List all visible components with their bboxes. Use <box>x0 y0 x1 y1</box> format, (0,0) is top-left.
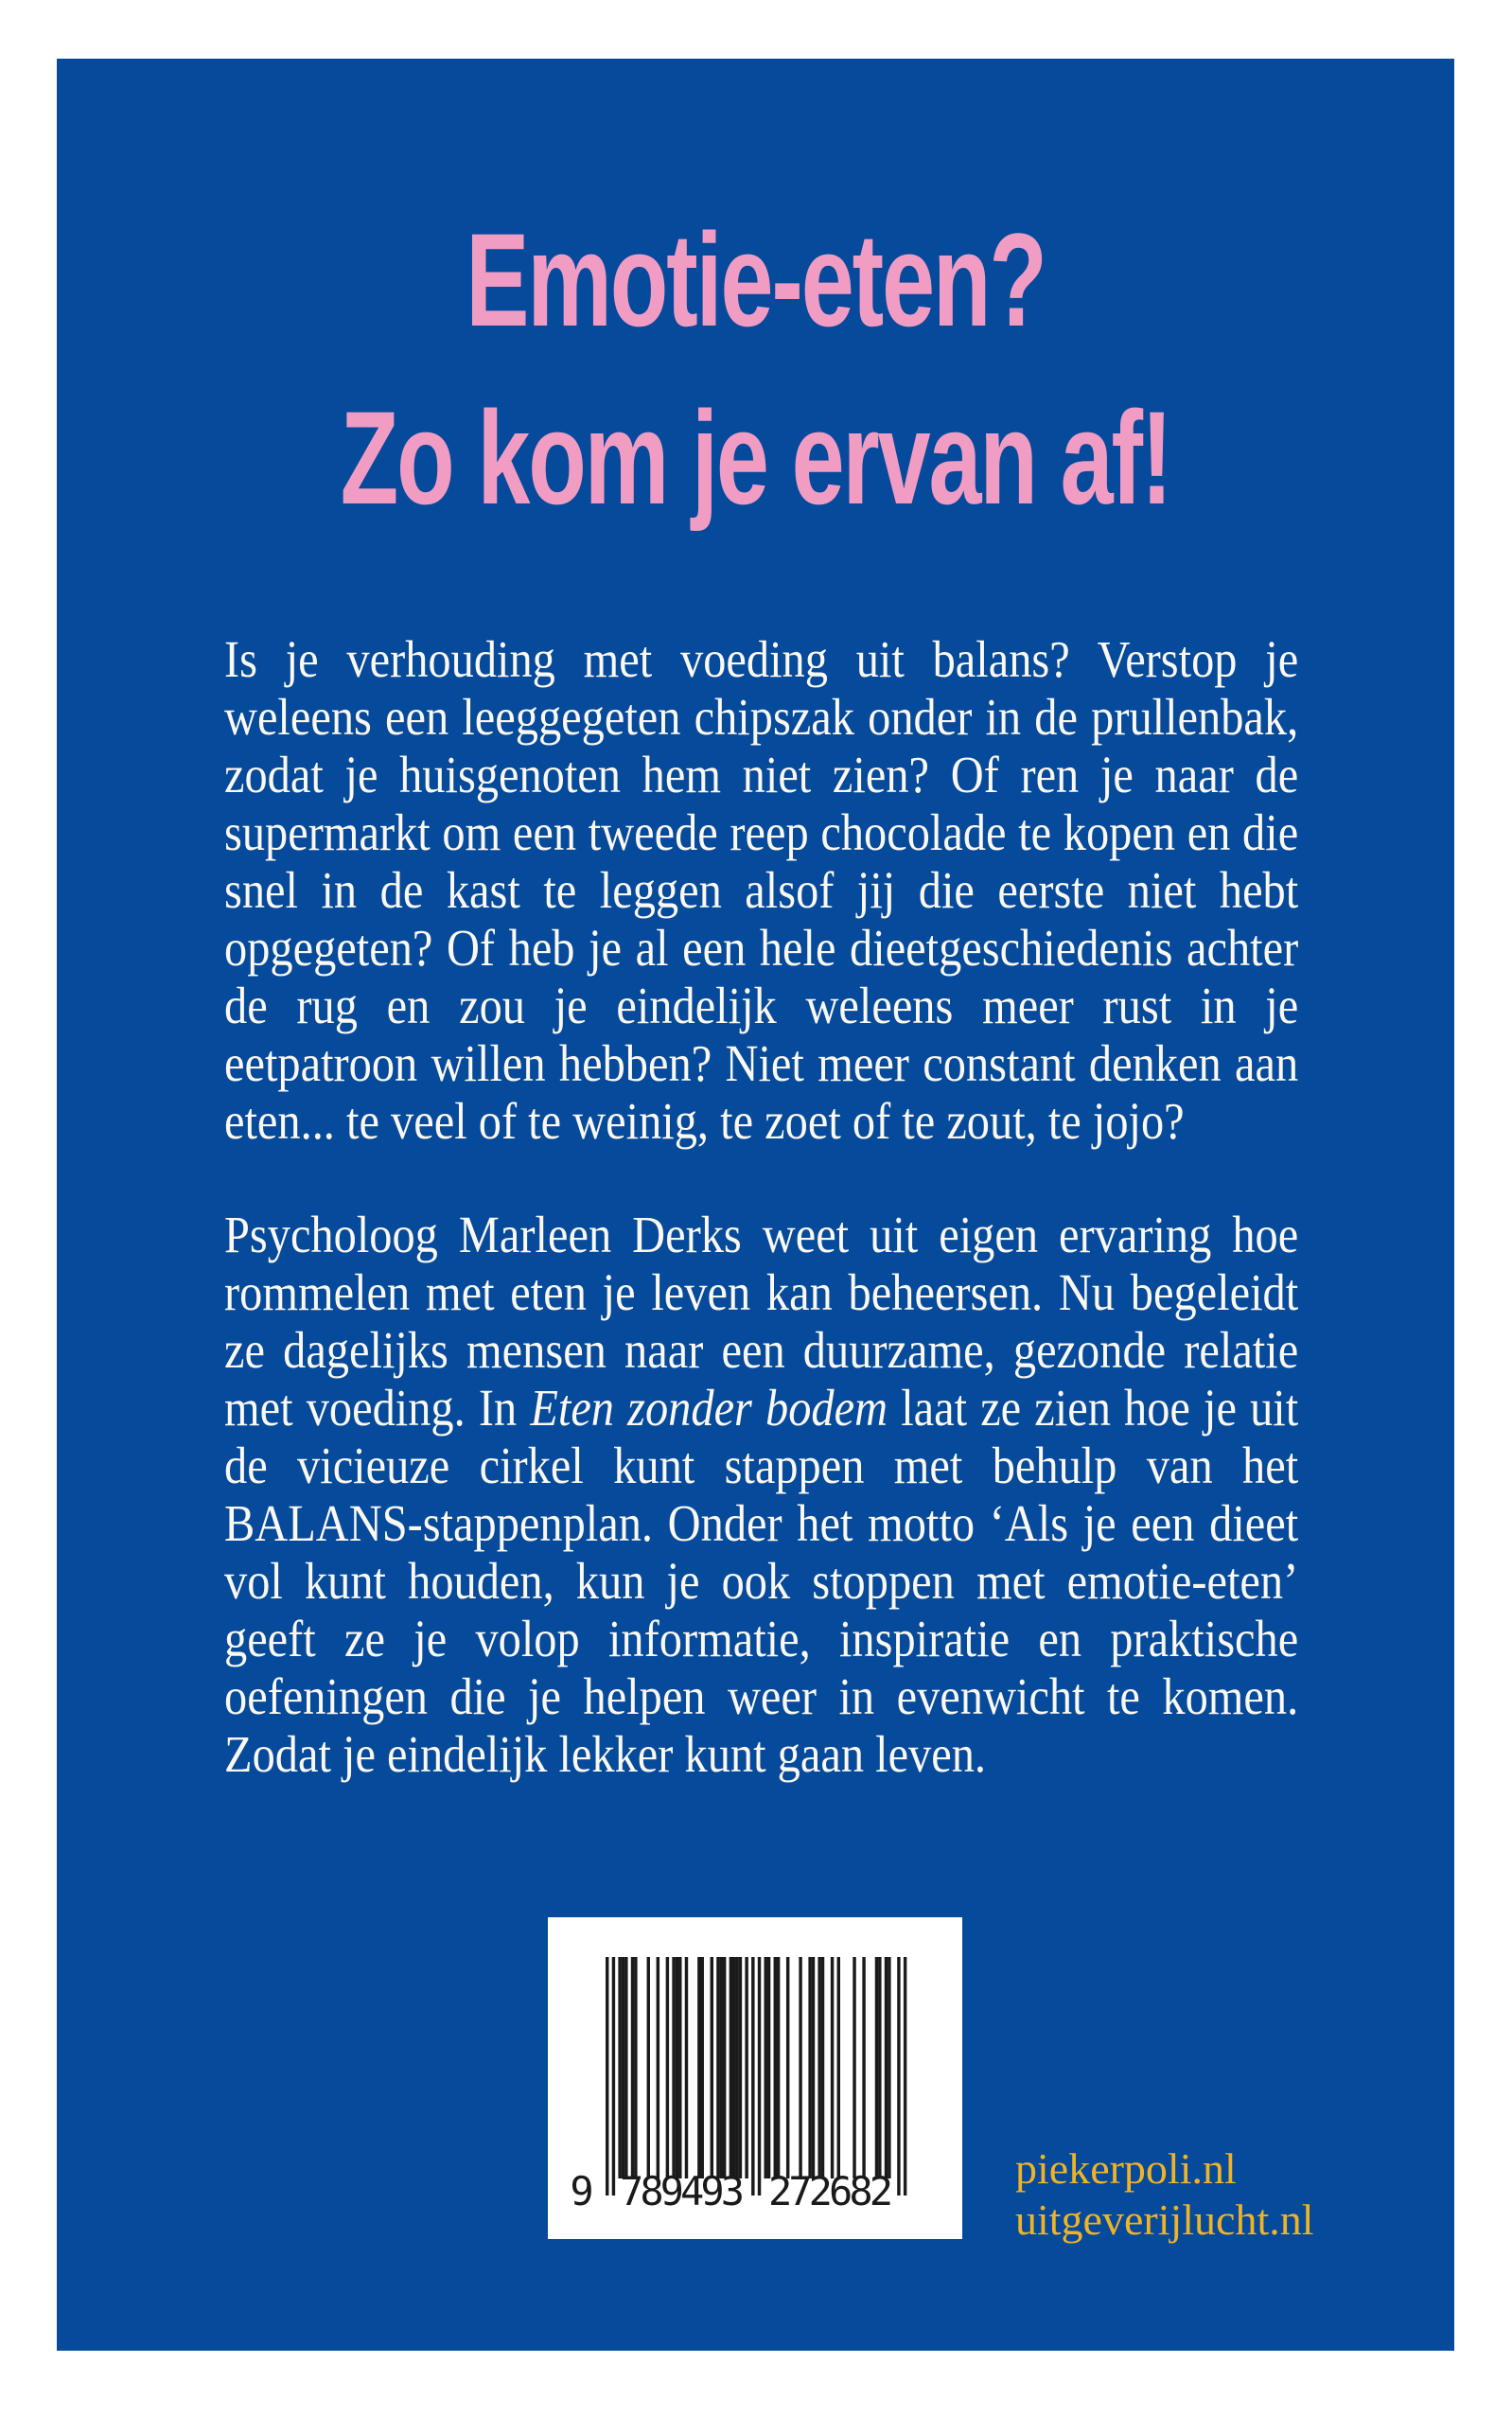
url-uitgeverijlucht: uitgeverijlucht.nl <box>1015 2196 1314 2244</box>
barcode <box>548 1917 962 2239</box>
blurb-paragraph-1: Is je verhouding met voeding uit balans? Verstop je weleens een leeggegeten chipszak onder in de prullenbak, zodat je huisgenoten hem niet zien? Of ren je naar de supermarkt om een tweede reep chocolade te kopen en die snel in de kast te leggen alsof jij die eerste niet hebt opgegeten? Of heb je al een hele dieetgeschiedenis achter de rug en zou je eindelijk weleens meer rust in je eetpatroon willen hebben? Niet meer constant denken aan eten... te veel of te weinig, te zoet of te zout, te jojo? <box>224 630 1299 1150</box>
publisher-links <box>1015 2143 1314 2246</box>
title-line-1: Emotie-eten? <box>466 205 1046 354</box>
book-title <box>57 191 1454 547</box>
blurb-paragraph-2-start: Psycholoog Marleen Derks weet uit eigen ervaring hoe rommelen met eten je leven kan beheersen. Nu begeleidt ze dagelijks mensen naar een duurzame, gezonde relatie met voeding. In <box>224 1206 1299 1437</box>
barcode-digits-left: 789493 <box>620 2168 745 2214</box>
url-piekerpoli: piekerpoli.nl <box>1015 2144 1237 2193</box>
blurb-paragraph-2-end: laat ze zien hoe je uit de vicieuze cirkel kunt stappen met behulp van het BALANS-stappenplan. Onder het motto ‘Als je een dieet vol kunt houden, kun je ook stoppen met emotie-eten’ geeft ze je volop informatie, inspiratie en praktische oefeningen die je helpen weer in evenwicht te komen. Zodat je eindelijk lekker kunt gaan leven. <box>224 1379 1299 1783</box>
book-title-reference: Eten zonder bodem <box>530 1379 888 1437</box>
title-line-2: Zo kom je ervan af! <box>340 383 1171 532</box>
barcode-bars <box>606 1957 906 2196</box>
barcode-digits-right: 272682 <box>768 2168 893 2214</box>
blurb-paragraph-2 <box>224 1206 1298 1783</box>
barcode-digit-lead: 9 <box>570 2168 594 2214</box>
barcode-svg <box>548 1917 962 2239</box>
cover-panel <box>57 59 1454 2351</box>
blurb <box>224 630 1298 1783</box>
